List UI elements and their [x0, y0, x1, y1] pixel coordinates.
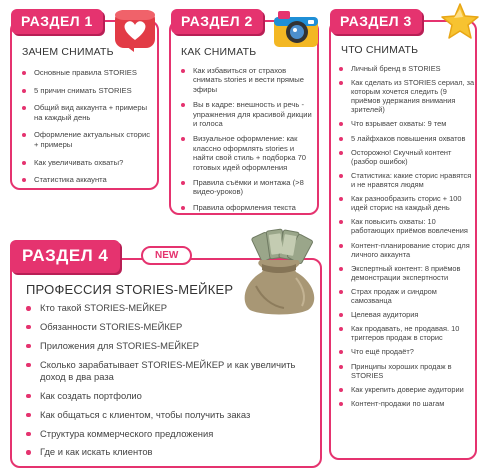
- list-item: Правила оформления текста: [179, 203, 315, 212]
- list-item: Контент-продажи по шагам: [337, 399, 475, 408]
- section-1-tag: РАЗДЕЛ 1: [11, 9, 103, 34]
- list-item: Как укрепить доверие аудитории: [337, 385, 475, 394]
- star-icon: [440, 2, 480, 40]
- list-item: Статистика аккаунта: [20, 175, 155, 185]
- list-item: Как повысить охваты: 10 работающих приёмов вовлечения: [337, 217, 475, 235]
- section-4-tag: РАЗДЕЛ 4: [10, 240, 120, 273]
- list-item: Оформление актуальных сторис + примеры: [20, 130, 155, 149]
- list-item: Вы в кадре: внешность и речь - упражнения для красивой дикции и голоса: [179, 100, 315, 128]
- list-item: Как избавиться от страхов снимать stories и вести прямые эфиры: [179, 66, 315, 94]
- list-item: Экспертный контент: 8 приёмов демонстрации экспертности: [337, 264, 475, 282]
- section-2-list: [179, 66, 315, 218]
- section-3-title: ЧТО СНИМАТЬ: [341, 44, 419, 56]
- list-item: Общий вид аккаунта + примеры на каждый день: [20, 103, 155, 122]
- list-item: Обязанности STORIES-МЕЙКЕР: [24, 321, 314, 333]
- list-item: Кто такой STORIES-МЕЙКЕР: [24, 302, 314, 314]
- list-item: Как сделать из STORIES сериал, за которым хочется следить (9 приёмов удержания внимания зрителей): [337, 78, 475, 114]
- new-badge: NEW: [141, 246, 192, 265]
- section-3-card: [329, 20, 477, 460]
- list-item: Как продавать, не продавая. 10 триггеров продаж в сторис: [337, 324, 475, 342]
- list-item: 5 лайфхаков повышения охватов: [337, 134, 475, 143]
- list-item: Где и как искать клиентов: [24, 446, 314, 458]
- list-item: Приложения для STORIES-МЕЙКЕР: [24, 340, 314, 352]
- section-3-tag: РАЗДЕЛ 3: [330, 9, 422, 34]
- list-item: Как разнообразить сторис + 100 идей сторис на каждый день: [337, 194, 475, 212]
- list-item: Статистика: какие сторис нравятся и не нравятся людям: [337, 171, 475, 189]
- list-item: Сколько зарабатывает STORIES-МЕЙКЕР и как увеличить доход в два раза: [24, 359, 314, 382]
- list-item: Что ещё продаёт?: [337, 347, 475, 356]
- list-item: Как создать портфолио: [24, 390, 314, 402]
- section-2-title: КАК СНИМАТЬ: [181, 46, 257, 58]
- list-item: Правила съёмки и монтажа (>8 видео-уроков): [179, 178, 315, 197]
- list-item: Как общаться с клиентом, чтобы получить заказ: [24, 409, 314, 421]
- money-bag-icon: [226, 226, 331, 316]
- list-item: Как увеличивать охваты?: [20, 158, 155, 168]
- list-item: Визуальное оформление: как классно оформлять stories и найти свой стиль + подборка 70 готовых идей оформления: [179, 134, 315, 172]
- list-item: Основные правила STORIES: [20, 68, 155, 78]
- section-4-list: [24, 302, 314, 465]
- section-1-list: [20, 68, 155, 193]
- heart-icon: [110, 6, 160, 54]
- list-item: Осторожно! Скучный контент (разбор ошибок): [337, 148, 475, 166]
- list-item: Целевая аудитория: [337, 310, 475, 319]
- list-item: Личный бренд в STORIES: [337, 64, 475, 73]
- camera-icon: [270, 5, 322, 51]
- section-1-title: ЗАЧЕМ СНИМАТЬ: [22, 46, 114, 58]
- list-item: 5 причин снимать STORIES: [20, 86, 155, 96]
- list-item: Структура коммерческого предложения: [24, 428, 314, 440]
- list-item: Контент-планирование сторис для личного аккаунта: [337, 241, 475, 259]
- section-3-list: [337, 64, 475, 413]
- list-item: Принципы хороших продаж в STORIES: [337, 362, 475, 380]
- list-item: Что взрывает охваты: 9 тем: [337, 119, 475, 128]
- section-4-title: ПРОФЕССИЯ STORIES-МЕЙКЕР: [26, 282, 234, 297]
- list-item: Страх продаж и синдром самозванца: [337, 287, 475, 305]
- section-2-tag: РАЗДЕЛ 2: [171, 9, 263, 34]
